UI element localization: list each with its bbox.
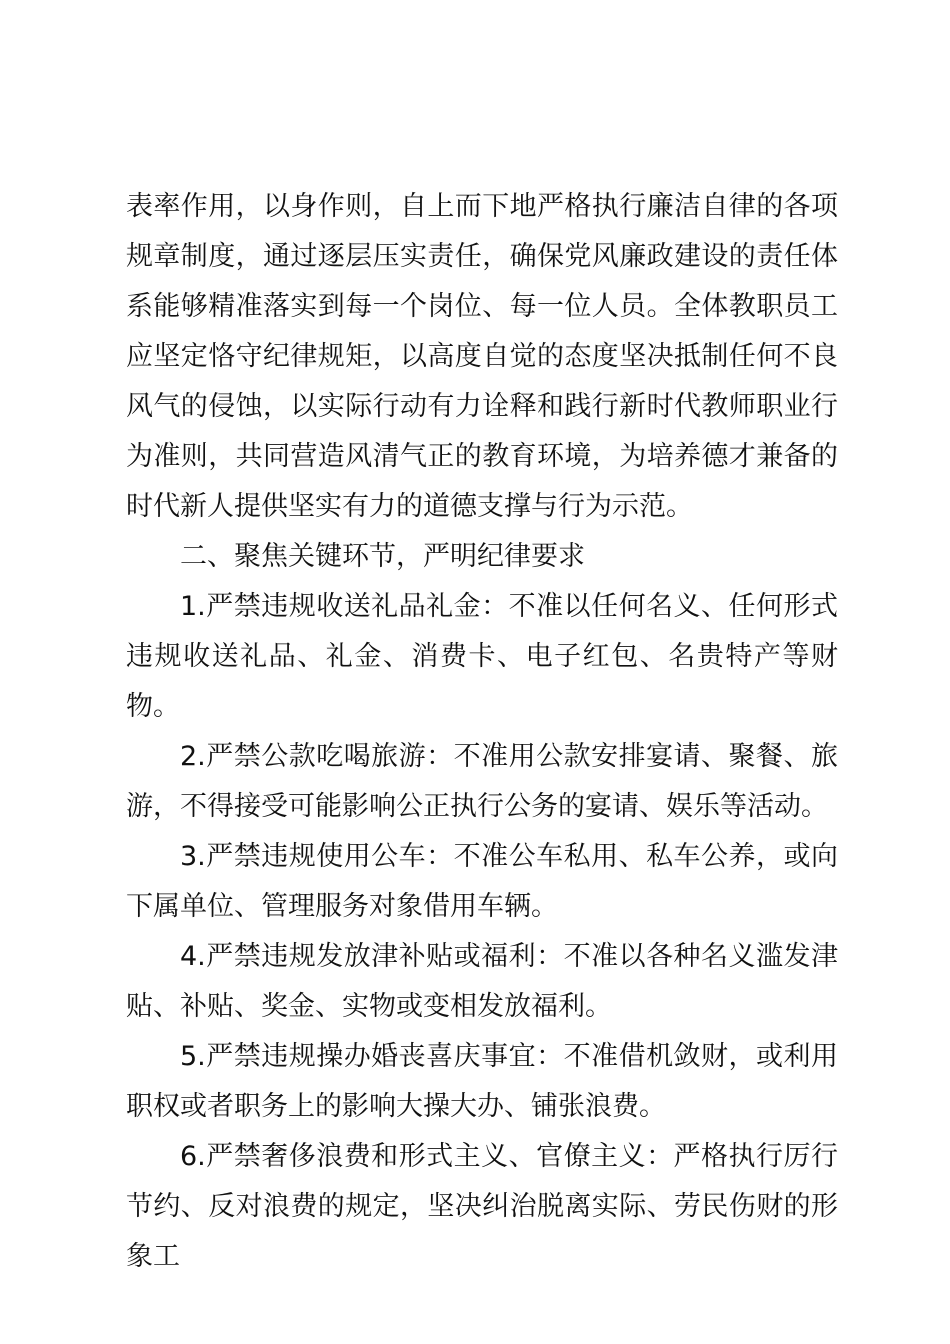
rule-item-1: 1.严禁违规收送礼品礼金：不准以任何名义、任何形式违规收送礼品、礼金、消费卡、电子红包、名贵特产等财物。 <box>126 591 838 722</box>
rule-item-3: 3.严禁违规使用公车：不准公车私用、私车公养，或向下属单位、管理服务对象借用车辆。 <box>126 841 838 922</box>
document-body <box>126 182 838 1282</box>
rule-item-5: 5.严禁违规操办婚丧喜庆事宜：不准借机敛财，或利用职权或者职务上的影响大操大办、铺张浪费。 <box>126 1041 838 1122</box>
rule-item-4: 4.严禁违规发放津补贴或福利：不准以各种名义滥发津贴、补贴、奖金、实物或变相发放福利。 <box>126 941 838 1022</box>
paragraph-continuation: 表率作用，以身作则，自上而下地严格执行廉洁自律的各项规章制度，通过逐层压实责任，确保党风廉政建设的责任体系能够精准落实到每一个岗位、每一位人员。全体教职员工应坚定恪守纪律规矩，以高度自觉的态度坚决抵制任何不良风气的侵蚀，以实际行动有力诠释和践行新时代教师职业行为准则，共同营造风清气正的教育环境，为培养德才兼备的时代新人提供坚实有力的道德支撑与行为示范。 <box>126 191 838 522</box>
section-heading: 二、聚焦关键环节，严明纪律要求 <box>180 541 585 572</box>
rule-item-6: 6.严禁奢侈浪费和形式主义、官僚主义：严格执行厉行节约、反对浪费的规定，坚决纠治脱离实际、劳民伤财的形象工 <box>126 1141 838 1272</box>
rule-item-2: 2.严禁公款吃喝旅游：不准用公款安排宴请、聚餐、旅游，不得接受可能影响公正执行公务的宴请、娱乐等活动。 <box>126 741 838 822</box>
